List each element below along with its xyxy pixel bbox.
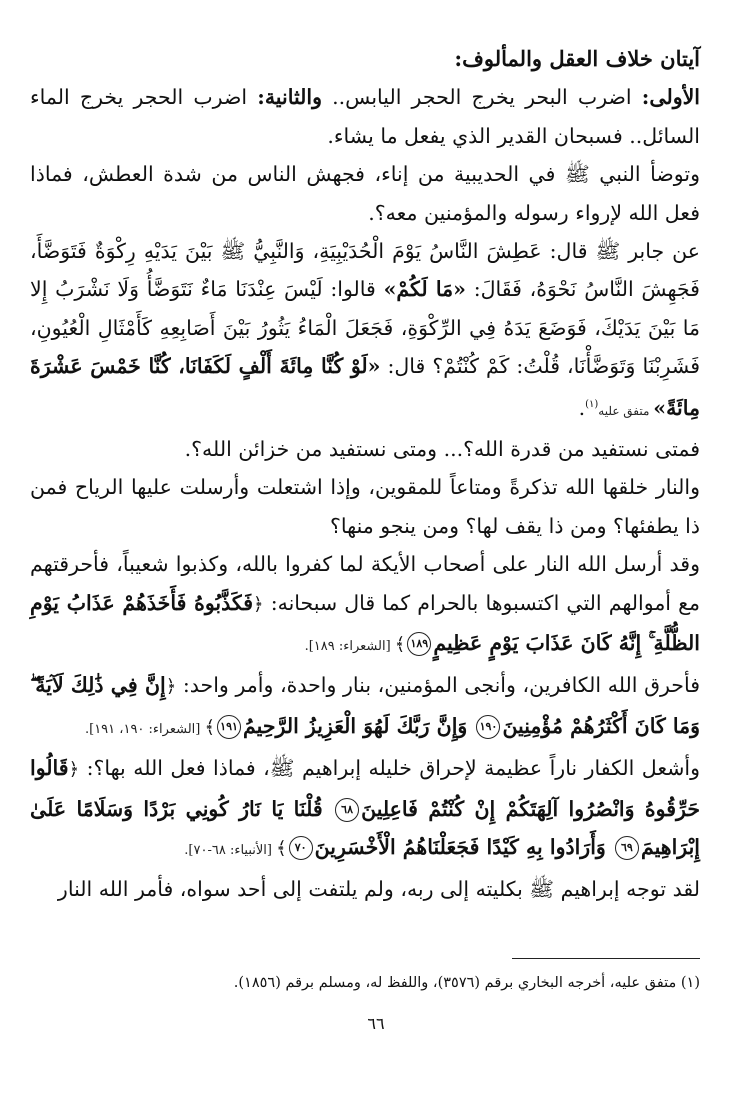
ayah-number-marker: ١٩١: [217, 715, 241, 739]
verse-open-bracket: ﴿: [165, 676, 177, 698]
hadith-mid: قالوا:: [322, 277, 384, 302]
verse-open-bracket: ﴿: [253, 593, 264, 615]
footnote-marker[interactable]: (١): [585, 398, 599, 410]
verse-shuara-191: وَإِنَّ رَبَّكَ لَهُوَ الْعَزِيزُ الرَّحِيمُ: [243, 713, 475, 738]
paragraph-ibrahim-turn: لقد توجه إبراهيم ﷺ بكليته إلى ربه، ولم يلتفت إلى أحد سواه، فأمر الله النار: [57, 877, 700, 902]
first-label: الأولى:: [641, 85, 700, 110]
verse-shuara-190: إِنَّ فِي ذَٰلِكَ لَآيَةً ۖ وَمَا كَانَ أَكْثَرُهُمْ مُؤْمِنِينَ: [30, 673, 700, 738]
paragraph-burn: [30, 666, 700, 749]
verse-reference: [الشعراء: ١٩٠، ١٩١].: [84, 721, 205, 737]
hadith-mid-2: قال:: [380, 354, 433, 379]
paragraph-ibrahim-fire: [30, 749, 700, 870]
second-label: والثانية:: [257, 85, 322, 110]
verse-close-bracket: ﴾: [204, 716, 216, 738]
ibrahim-text: وأشعل الكفار ناراً عظيمة لإحراق خليله إبراهيم ﷺ، فماذا فعل الله بها؟:: [79, 756, 700, 781]
hadith-text-2: لَيْسَ عِنْدَنَا مَاءٌ نَتَوَضَّأُ وَلَا نَشْرَبُ إِلا مَا بَيْنَ يَدَيْكَ، فَوَضَعَ يَدَهُ فِي الرِّكْوَةِ، فَجَعَلَ الْمَاءُ يَثُورُ بَيْنَ أَصَابِعِهِ كَأَمْثَالِ الْعُيُونِ، فَشَرِبْنَا وَتَوَضَّأْنَا، قُلْتُ: كَمْ كُنْتُمْ؟: [30, 277, 700, 379]
hadith-quote-2: «لَوْ كُنَّا مِائَةَ أَلْفٍ لَكَفَانَا، كُنَّا خَمْسَ عَشْرَةَ مِائَةً»: [30, 354, 700, 420]
burn-text: فأحرق الله الكافرين، وأنجى المؤمنين، بنار واحدة، وأمر واحد:: [176, 673, 701, 698]
verse-reference: [الشعراء: ١٨٩].: [304, 638, 395, 654]
second-text: اضرب الحجر يخرج الماء السائل.. فسبحان القدير الذي يفعل ما يشاء.: [30, 85, 700, 148]
ayah-number-marker: ٦٨: [335, 798, 359, 822]
verse-reference: [الأنبياء: ٦٨-٧٠].: [184, 842, 277, 858]
hadith-text-1: عَطِشَ النَّاسُ يَوْمَ الْحُدَيْبِيَةِ، وَالنَّبِيُّ ﷺ بَيْنَ يَدَيْهِ رِكْوَةٌ فَتَوَضَّأَ، فَجَهِشَ النَّاسُ نَحْوَهُ، فَقَالَ:: [30, 239, 700, 302]
verse-shuara-189: فَكَذَّبُوهُ فَأَخَذَهُمْ عَذَابُ يَوْمِ الظُّلَّةِ ۚ إِنَّهُ كَانَ عَذَابَ يَوْمٍ عَظِيمٍ: [30, 590, 700, 655]
first-text: اضرب البحر يخرج الحجر اليابس..: [321, 85, 642, 110]
paragraph-hadith: عن جابر ﷺ قال: عَطِشَ النَّاسُ يَوْمَ الْحُدَيْبِيَةِ، وَالنَّبِيُّ ﷺ بَيْنَ يَدَيْهِ رِكْوَةٌ فَتَوَضَّأَ، فَجَهِشَ النَّاسُ نَحْوَهُ، فَقَالَ: «مَا لَكُمْ» قالوا: لَيْسَ عِنْدَنَا مَاءٌ نَتَوَضَّأُ وَلَا نَشْرَبُ إِلا مَا بَيْنَ يَدَيْكَ، فَوَضَعَ يَدَهُ فِي الرِّكْوَةِ، فَجَعَلَ الْمَاءُ يَثُورُ بَيْنَ أَصَابِعِهِ كَأَمْثَالِ الْعُيُونِ، فَشَرِبْنَا وَتَوَضَّأْنَا، قُلْتُ: كَمْ كُنْتُمْ؟ قال: «لَوْ كُنَّا مِائَةَ أَلْفٍ لَكَفَانَا، كُنَّا خَمْسَ عَشْرَةَ مِائَةً» متفق عليه$^{(١)}$.: [30, 239, 700, 420]
verse-anbiya-70: وَأَرَادُوا بِهِ كَيْدًا فَجَعَلْنَاهُمُ الْأَخْسَرِينَ: [314, 834, 613, 859]
ayah-number-marker: ٦٩: [615, 836, 639, 860]
hadith-intro: عن جابر ﷺ قال:: [541, 239, 700, 264]
section-heading: آيتان خلاف العقل والمألوف:: [454, 46, 700, 71]
verse-anbiya-68: قَالُوا حَرِّقُوهُ وَانْصُرُوا آلِهَتَكُمْ إِنْ كُنْتُمْ فَاعِلِينَ: [30, 756, 700, 821]
paragraph-aykah: [30, 545, 700, 666]
verse-close-bracket: ﴾: [276, 837, 287, 859]
hadith-source: متفق عليه: [598, 403, 654, 418]
page-number: ٦٦: [367, 1014, 385, 1033]
ayah-number-marker: ٧٠: [289, 836, 313, 860]
verse-anbiya-69: قُلْنَا يَا نَارُ كُونِي بَرْدًا وَسَلَامًا عَلَىٰ إِبْرَاهِيمَ: [30, 796, 700, 859]
paragraph-fire: والنار خلقها الله تذكرةً ومتاعاً للمقوين، وإذا اشتعلت وأرسلت عليها الرياح فمن ذا يطفئها؟ ومن ذا يقف لها؟ ومن ينجو منها؟: [30, 475, 700, 538]
page-body: [30, 40, 700, 909]
footnote-divider: [512, 958, 700, 959]
footnote: (١) متفق عليه، أخرجه البخاري برقم (٣٥٧٦)، واللفظ له، ومسلم برقم (١٨٥٦).: [233, 975, 700, 991]
ayah-number-marker: ١٩٠: [476, 715, 500, 739]
hadith-quote-1: «مَا لَكُمْ»: [383, 277, 466, 302]
verse-open-bracket: ﴿: [68, 759, 80, 781]
aykah-text: وقد أرسل الله النار على أصحاب الأيكة لما كفروا بالله، وكذبوا شعيباً، فأحرقتهم مع أموالهم التي اكتسبوها بالحرام كما قال سبحانه:: [30, 552, 700, 615]
paragraph-two-signs: [30, 78, 700, 155]
paragraph-wudu: وتوضأ النبي ﷺ في الحديبية من إناء، فجهش الناس من شدة العطش، فماذا فعل الله لإرواء رسوله والمؤمنين معه؟.: [30, 162, 700, 225]
paragraph-question: فمتى نستفيد من قدرة الله؟... ومتى نستفيد من خزائن الله؟.: [184, 436, 700, 461]
ayah-number-marker: ١٨٩: [407, 632, 431, 656]
verse-close-bracket: ﴾: [394, 633, 406, 655]
